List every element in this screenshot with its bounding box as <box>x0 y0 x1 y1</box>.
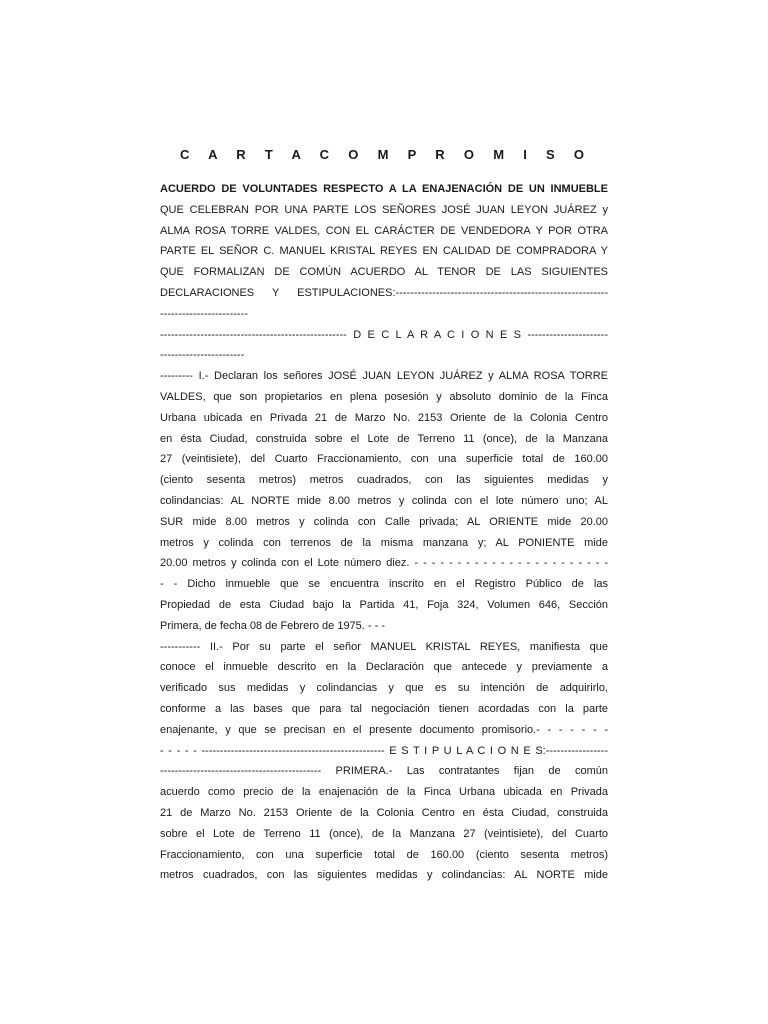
text-line: -------------------------------------------- PRIMERA.- Las contratantes fijan de común <box>160 765 608 778</box>
text-line: --------------------------------------------------- D E C L A R A C I O N E S ---------------------- <box>160 328 608 341</box>
text-line: (ciento sesenta metros) metros cuadrados, con las siguientes medidas y <box>160 474 608 487</box>
text-line: ACUERDO DE VOLUNTADES RESPECTO A LA ENAJENACIÓN DE UN INMUEBLE <box>160 183 608 195</box>
text-line: DECLARACIONES Y ESTIPULACIONES:---------------------------------------------------------- <box>160 286 608 299</box>
text-line: ----------- II.- Por su parte el señor MANUEL KRISTAL REYES, manifiesta que <box>160 640 608 653</box>
text-line: - - - - - -------------------------------------------------- E S T I P U L A C I O N E S:----------------- <box>160 744 608 757</box>
text-line: --------- I.- Declaran los señores JOSÉ JUAN LEYON JUÁREZ y ALMA ROSA TORRE <box>160 370 608 383</box>
text-line: 27 (veintisiete), del Cuarto Fraccionamiento, con una superficie total de 160.00 <box>160 453 608 466</box>
text-line: 21 de Marzo No. 2153 Oriente de la Colonia Centro en ésta Ciudad, construida <box>160 806 608 819</box>
text-line: SUR mide 8.00 metros y colinda con Calle privada; AL ORIENTE mide 20.00 <box>160 515 608 528</box>
text-line: ALMA ROSA TORRE VALDES, CON EL CARÁCTER DE VENDEDORA Y POR OTRA <box>160 224 608 237</box>
text-line: colindancias: AL NORTE mide 8.00 metros y colinda con el lote número uno; AL <box>160 494 608 507</box>
text-line: - - Dicho inmueble que se encuentra inscrito en el Registro Público de las <box>160 578 608 591</box>
text-line: Primera, de fecha 08 de Febrero de 1975. - - - <box>160 619 386 632</box>
text-line: conoce el inmueble descrito en la Declaración que antecede y previamente a <box>160 661 608 674</box>
text-line: Propiedad de esta Ciudad bajo la Partida 41, Foja 324, Volumen 646, Sección <box>160 598 608 611</box>
text-line: Urbana ubicada en Privada 21 de Marzo No. 2153 Oriente de la Colonia Centro <box>160 411 608 424</box>
document-body <box>160 179 608 886</box>
text-line: conforme a las bases que para tal negociación tienen acordadas con la parte <box>160 702 608 715</box>
document-title: C A R T A C O M P R O M I S O <box>180 147 588 162</box>
text-line: 20.00 metros y colinda con el Lote número diez. - - - - - - - - - - - - - - - - - - - - - - - <box>160 557 608 570</box>
text-line: QUE CELEBRAN POR UNA PARTE LOS SEÑORES JOSÉ JUAN LEYON JUÁREZ y <box>160 203 608 216</box>
text-line: sobre el Lote de Terreno 11 (once), de la Manzana 27 (veintisiete), del Cuarto <box>160 827 608 840</box>
text-line: VALDES, que son propietarios en plena posesión y absoluto dominio de la Finca <box>160 390 608 403</box>
text-line: Fraccionamiento, con una superficie total de 160.00 (ciento sesenta metros) <box>160 848 608 861</box>
text-line: QUE FORMALIZAN DE COMÚN ACUERDO AL TENOR DE LAS SIGUIENTES <box>160 266 608 279</box>
text-line: ------------------------ <box>160 307 248 320</box>
text-line: ----------------------- <box>160 349 245 362</box>
text-line: acuerdo como precio de la enajenación de la Finca Urbana ubicada en Privada <box>160 786 608 799</box>
text-line: verificado sus medidas y colindancias y que es su intención de adquirirlo, <box>160 682 608 695</box>
text-line: enajenante, y que se precisan en el presente documento promisorio.- - - - - - - <box>160 723 608 736</box>
text-line: PARTE EL SEÑOR C. MANUEL KRISTAL REYES EN CALIDAD DE COMPRADORA Y <box>160 245 608 258</box>
text-line: metros cuadrados, con las siguientes medidas y colindancias: AL NORTE mide <box>160 869 608 882</box>
text-line: en ésta Ciudad, construida sobre el Lote de Terreno 11 (once), de la Manzana <box>160 432 608 445</box>
text-line: metros y colinda con terrenos de la misma manzana y; AL PONIENTE mide <box>160 536 608 549</box>
